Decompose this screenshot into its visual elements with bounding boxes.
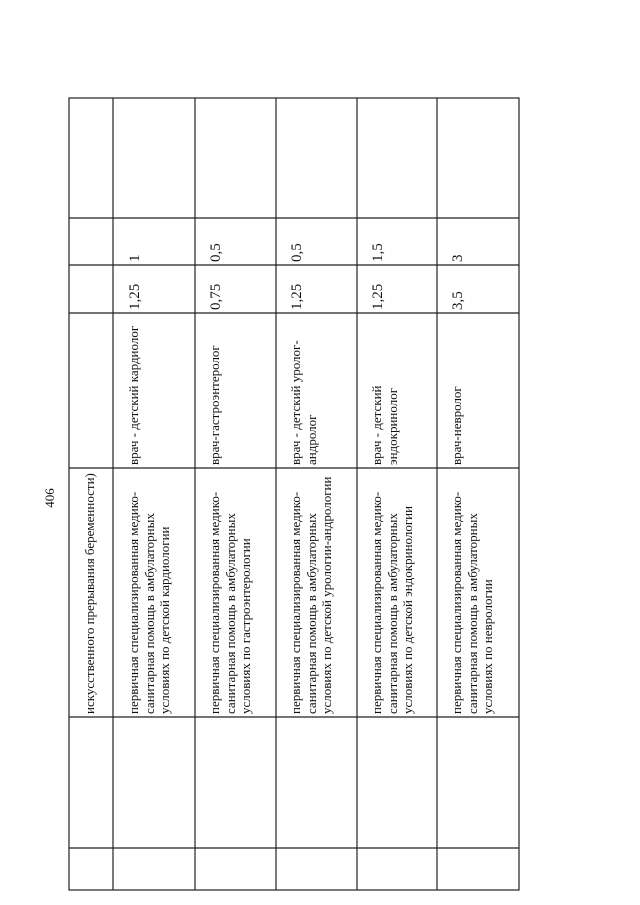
page-number: 406 xyxy=(42,488,57,508)
table-cell-specialist: врач - детский кардиолог xyxy=(126,325,141,465)
table-cell-norm2: 0,5 xyxy=(289,243,305,262)
table-cell-service: первичная специализированная медико-санитарная помощь в амбулаторных условиях по детской эндокринологии xyxy=(369,491,415,714)
table-cell-service: первичная специализированная медико-санитарная помощь в амбулаторных условиях по детской кардиологии xyxy=(126,491,172,714)
table-cell-norm: 3,5 xyxy=(450,291,466,310)
table-cell-norm2: 1 xyxy=(127,254,143,262)
table-cell-norm2: 1,5 xyxy=(370,243,386,262)
table-cell-norm: 0,75 xyxy=(208,283,224,310)
table-cell-service: искусственного прерывания беременности) xyxy=(82,473,97,714)
table-cell-specialist: врач-гастроэнтеролог xyxy=(207,345,222,465)
table-cell-norm2: 3 xyxy=(450,254,466,262)
table-cell-norm: 1,25 xyxy=(370,283,386,310)
table-cell-specialist: врач - детский уролог-андролог xyxy=(288,340,319,465)
table-cell-norm: 1,25 xyxy=(289,283,305,310)
table-cell-service: первичная специализированная медико-санитарная помощь в амбулаторных условиях по гастроэнтерологии xyxy=(207,491,253,714)
table-cell-specialist: врач-невролог xyxy=(449,386,464,465)
table-cell-service: первичная специализированная медико-санитарная помощь в амбулаторных условиях по детской урологии-андрологии xyxy=(288,476,334,714)
table-cell-specialist: врач - детский эндокринолог xyxy=(369,385,400,465)
table-cell-norm2: 0,5 xyxy=(208,243,224,262)
table-cell-norm: 1,25 xyxy=(127,283,143,310)
table-cell-service: первичная специализированная медико-санитарная помощь в амбулаторных условиях по неврологии xyxy=(449,491,495,714)
